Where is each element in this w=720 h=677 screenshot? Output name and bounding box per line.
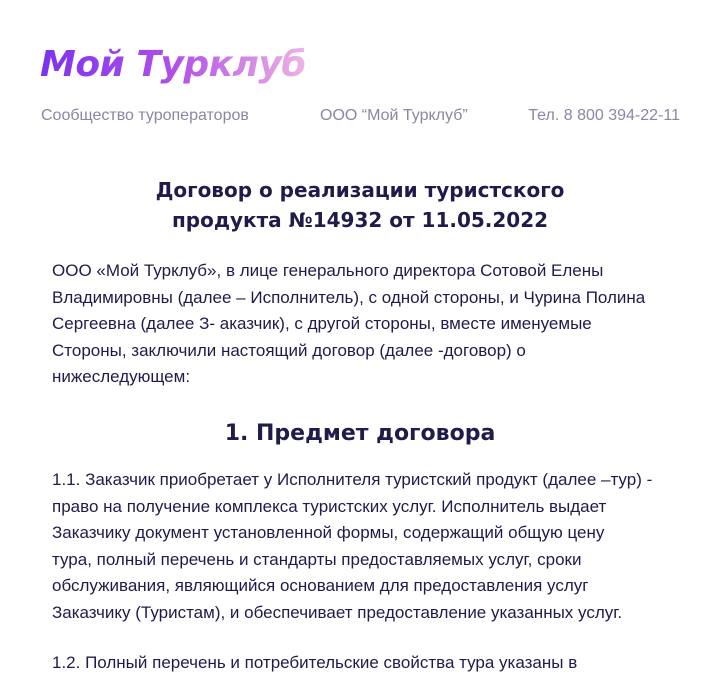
intro-paragraph (52, 258, 692, 391)
clause-line: обслуживания, являющийся основанием для предоставления услуг (52, 576, 589, 595)
section-heading: 1. Предмет договора (224, 421, 496, 446)
company-name: ООО “Мой Турклуб” (320, 107, 468, 124)
community-label: Сообщество туроператоров (41, 107, 249, 124)
clause-line: право на получение комплекса туристских услуг. Исполнитель выдает (52, 496, 607, 516)
intro-line: нижеследующем: (52, 367, 191, 386)
clause-paragraph (52, 467, 692, 626)
phone-number: Тел. 8 800 394-22-11 (528, 107, 680, 124)
clause-line: 1.2. Полный перечень и потребительские свойства тура указаны в (52, 653, 578, 672)
intro-line: Стороны, заключили настоящий договор (далее -договор) о (52, 340, 526, 360)
document-title-line: Договор о реализации туристского (155, 178, 565, 202)
logo: Мой Турклуб (40, 40, 306, 90)
clause-line: 1.1. Заказчик приобретает у Исполнителя туристский продукт (далее –тур) - (52, 470, 653, 489)
document-title-line: продукта №14932 от 11.05.2022 (171, 208, 549, 232)
intro-line: ООО «Мой Турклуб», в лице генерального директора Сотовой Елены (52, 261, 604, 280)
intro-line: Сергеевна (далее З- аказчик), с другой стороны, вместе именуемые (52, 314, 592, 333)
intro-line: Владимировны (далее – Исполнитель), с одной стороны, и Чурина Полина (52, 287, 646, 307)
clause-line: Заказчику документ установленной формы, содержащий общую цену (52, 523, 605, 542)
clause-paragraph (52, 650, 692, 677)
clause-line: тура, полный перечень и стандарты предоставляемых услуг, сроки (52, 549, 582, 569)
document-title (0, 175, 720, 235)
clause-line: Заказчику (Туристам), и обеспечивает предоставление указанных услуг. (52, 602, 623, 622)
